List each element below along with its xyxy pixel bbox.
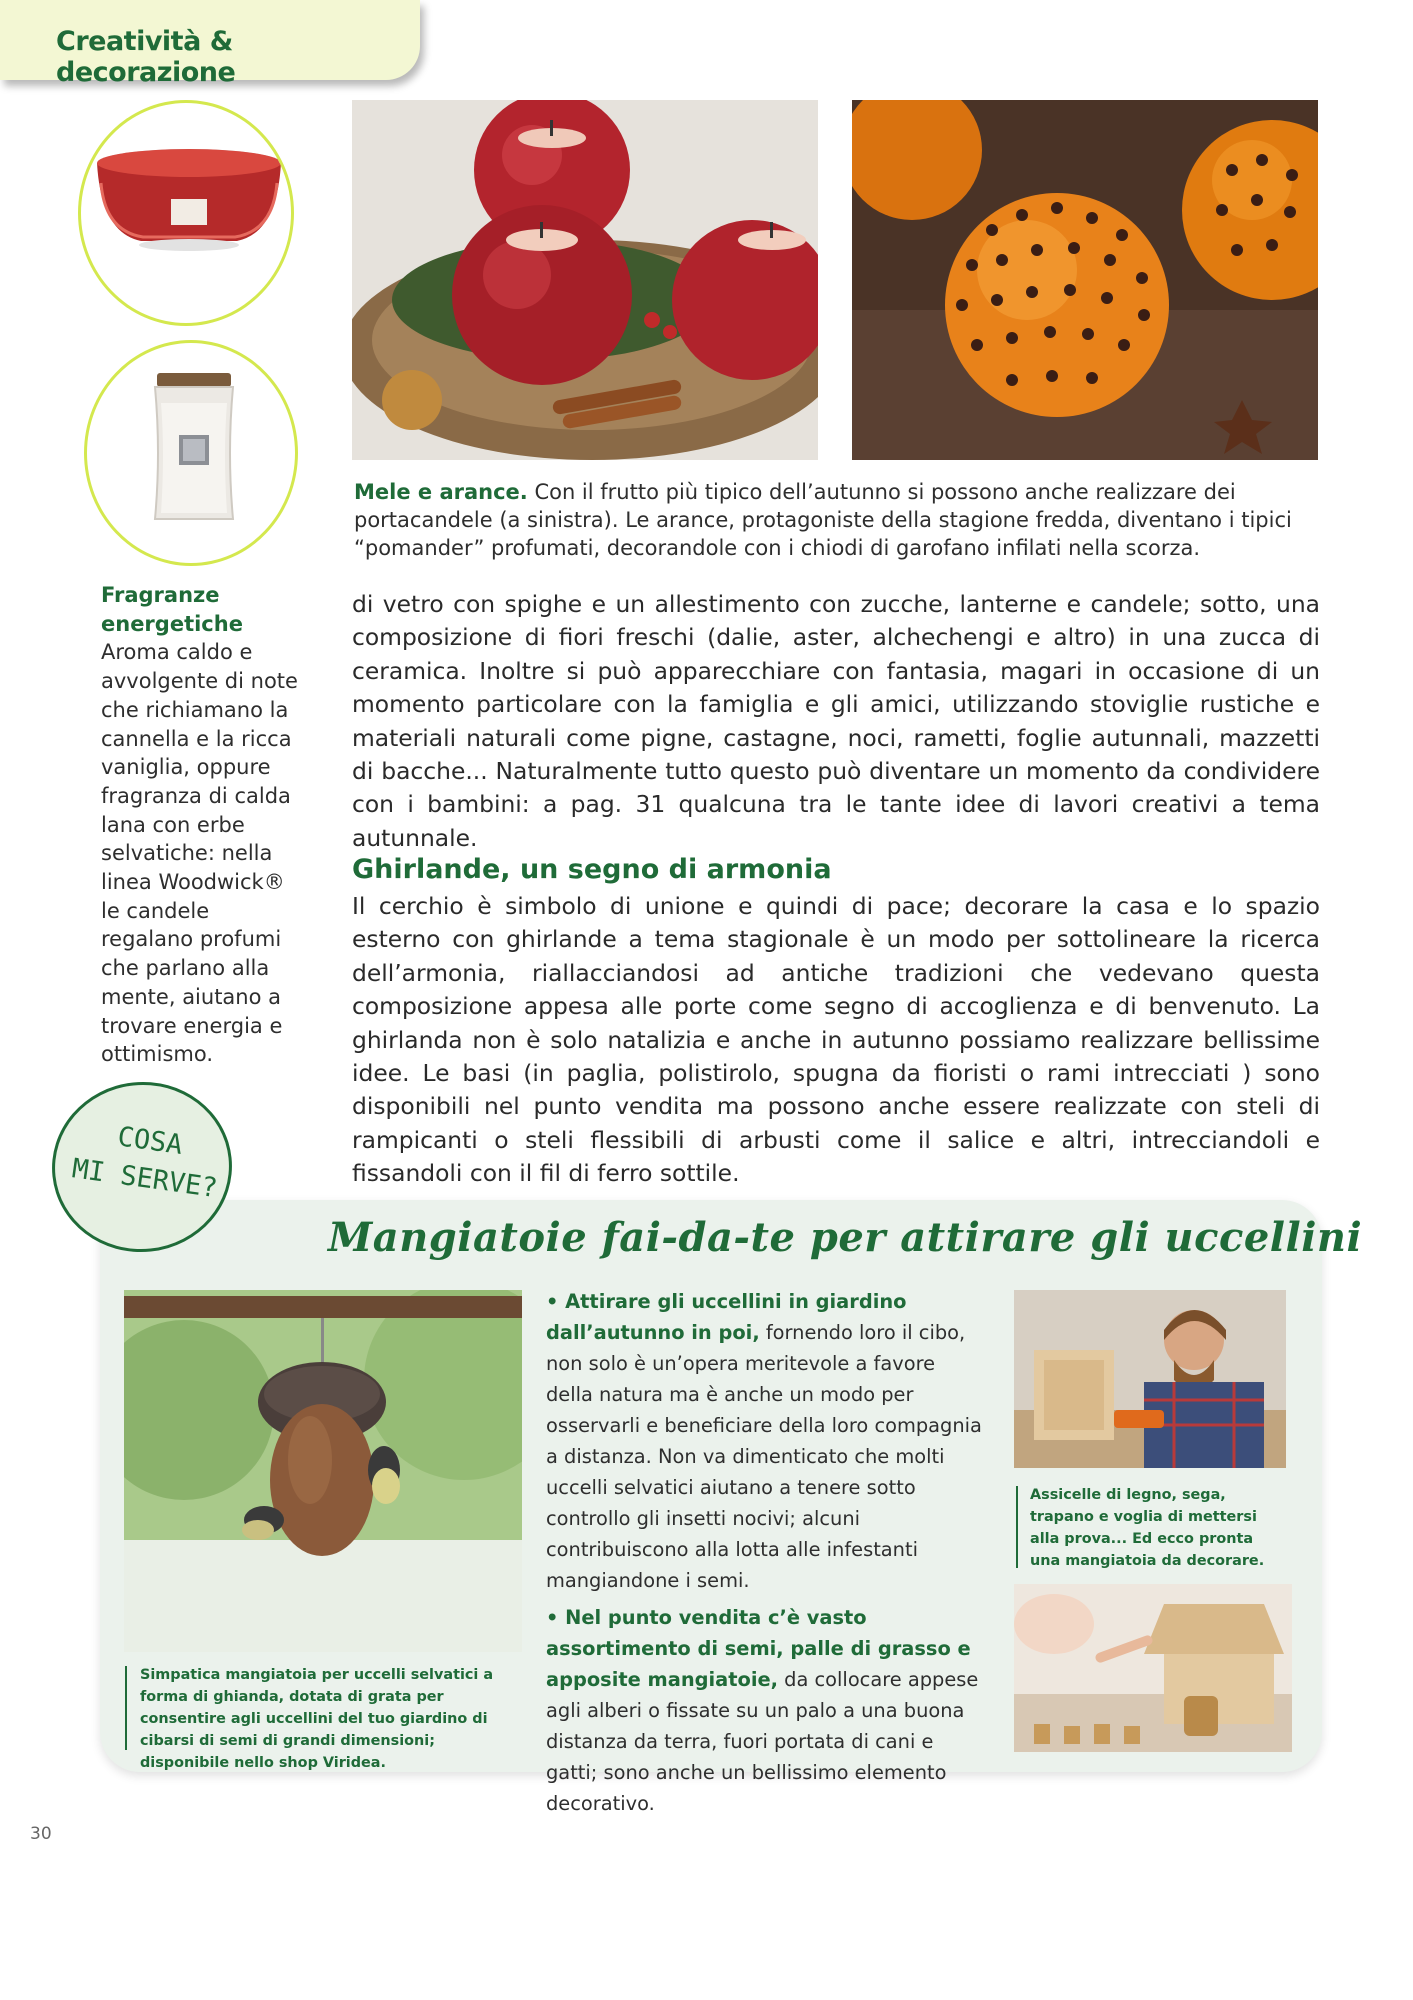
candle-bowl-image xyxy=(78,100,294,326)
caption-text: Con il frutto più tipico dell’autunno si possono anche realizzare dei portacandele (a sinistra). Le arance, protagoniste della stagione fredda, diventano i tipici “pomander” profumati, decorandole con i chiodi di garofano infilati nella scorza. xyxy=(354,480,1292,560)
feeder-tips xyxy=(546,1286,982,1819)
apple-candle-holders-photo xyxy=(352,100,818,460)
section-title: Creatività & decorazione xyxy=(56,26,236,88)
painting-birdhouse-photo xyxy=(1014,1584,1292,1752)
carpentry-photo xyxy=(1014,1290,1286,1468)
clove-oranges-photo xyxy=(852,100,1318,460)
page-number: 30 xyxy=(30,1824,52,1844)
tip-2-text: da collocare appese agli alberi o fissate su un palo a una buona distanza da terra, fuori portata di cani e gatti; sono anche un bellissimo elemento decorativo. xyxy=(546,1668,979,1815)
photo-caption xyxy=(354,478,1314,562)
caption-lead: Mele e arance. xyxy=(354,480,528,504)
section-tab xyxy=(0,0,420,88)
sidebar-text: Aroma caldo e avvolgente di note che richiamano la cannella e la ricca vaniglia, oppure fragranza di calda lana con erbe selvatiche: nella linea Woodwick® le candele regalano profumi che parlano alla mente, aiutano a trovare energia e ottimismo. xyxy=(101,640,298,1067)
tip-2-lead: • Nel punto vendita c’è vasto assortimento di semi, palle di grasso e apposite mangiatoie, xyxy=(546,1606,971,1691)
caption-rule xyxy=(125,1666,127,1750)
badge-text xyxy=(68,1112,227,1208)
carpentry-caption: Assicelle di legno, sega, trapano e voglia di mettersi alla prova... Ed ecco pronta una mangiatoia da decorare. xyxy=(1030,1487,1265,1569)
badge-line-2: MI SERVE? xyxy=(70,1153,220,1205)
tip-1-text: fornendo loro il cibo, non solo è un’opera meritevole a favore della natura ma è anche un modo per osservarli e beneficiare della loro compagnia a distanza. Non va dimenticato che molti uccelli selvatici aiutano a tenere sotto controllo gli insetti nocivi; alcuni contribuiscono alla lotta alle infestanti mangiandone i semi. xyxy=(546,1321,982,1592)
tip-1 xyxy=(546,1286,982,1596)
acorn-feeder-photo xyxy=(124,1290,522,1652)
tip-2 xyxy=(546,1602,982,1819)
sidebar-note xyxy=(101,581,301,1069)
tip-1-lead: • Attirare gli uccellini in giardino dall’autunno in poi, xyxy=(546,1290,907,1344)
body-paragraph-1: di vetro con spighe e un allestimento con zucche, lanterne e candele; sotto, una composizione di fiori freschi (dalie, aster, alchechengi e altro) in una zucca di ceramica. Inoltre si può apparecchiare con fantasia, magari in occasione di un momento particolare con la famiglia e gli amici, utilizzando stoviglie rustiche e materiali naturali come pigne, castagne, noci, rametti, foglie autunnali, mazzetti di bacche... Naturalmente tutto questo può diventare un momento da condividere con i bambini: a pag. 31 qualcuna tra le tante idee di lavori creativi a tema autunnale. xyxy=(352,590,1320,852)
candle-jar-image xyxy=(84,340,298,566)
section-heading: Ghirlande, un segno di armonia xyxy=(352,854,832,885)
panel-title: Mangiatoie fai-da-te per attirare gli uccellini xyxy=(328,1214,1363,1261)
body-paragraph-2: Il cerchio è simbolo di unione e quindi di pace; decorare la casa e lo spazio esterno con ghirlande a tema stagionale è un modo per sottolineare la ricerca dell’armonia, riallacciandosi ad antiche tradizioni che vedevano questa composizione appesa alle porte come segno di accoglienza e di benvenuto. La ghirlanda non è solo natalizia e anche in autunno possiamo realizzare bellissime idee. Le basi (in paglia, polistirolo, spugna da fioristi o rami intrecciati ) sono disponibili nel punto vendita ma possono anche essere realizzate con steli di rampicanti o steli flessibili di arbusti come il salice e altri, intrecciandoli e fissandoli con il fil di ferro sottile. xyxy=(352,892,1320,1188)
caption-rule xyxy=(1016,1486,1018,1568)
feeder-caption: Simpatica mangiatoia per uccelli selvatici a forma di ghianda, dotata di grata per consentire agli uccellini del tuo giardino di cibarsi di semi di grandi dimensioni; disponibile nello shop Viridea. xyxy=(140,1667,494,1771)
badge-line-1: COSA xyxy=(115,1121,185,1161)
sidebar-title: Fragranze energetiche xyxy=(101,583,243,636)
